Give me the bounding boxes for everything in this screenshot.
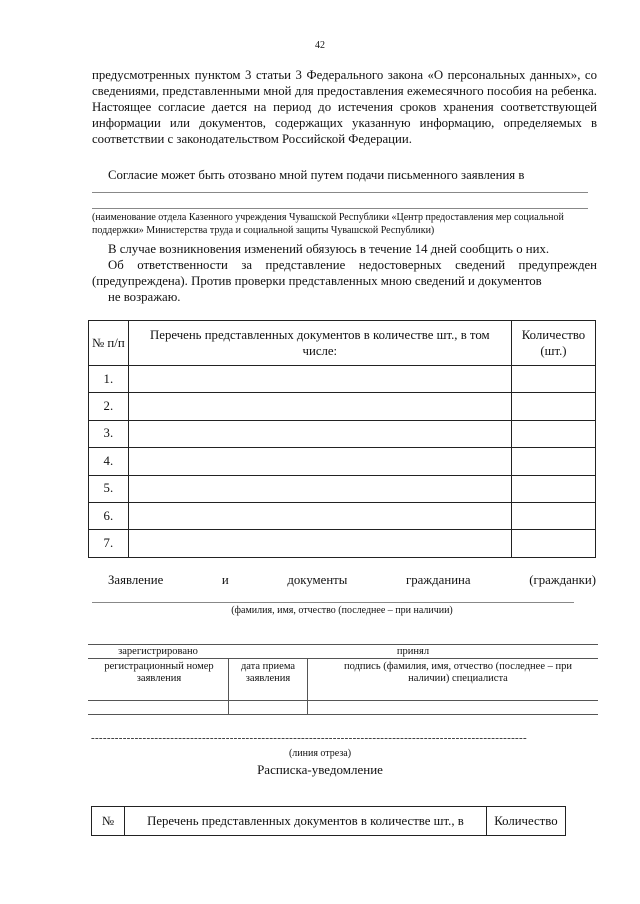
receipt-header-list: Перечень представленных документов в количестве шт., в <box>125 807 487 836</box>
row-num: 3. <box>89 420 129 447</box>
receipt-header-qty: Количество <box>486 807 565 836</box>
row-num: 5. <box>89 475 129 502</box>
registered-label: зарегистрировано <box>118 646 198 657</box>
accepted-label: принял <box>396 646 430 657</box>
name-caption: (фамилия, имя, отчество (последнее – при наличии) <box>231 605 453 616</box>
statement-word: (гражданки) <box>529 573 596 587</box>
cell[interactable] <box>511 475 595 502</box>
table-row <box>89 502 596 529</box>
consent-paragraph: предусмотренных пунктом 3 статьи 3 Федерального закона «О персональных данных», со сведениями, представленными мной для предоставления ежемесячного пособия на ребенка. Настоящее согласие дается на период до истечения сроков хранения соответствующей информации или документов, содержащих указанную информацию, определяемых в соответствии с законодательством Российской Федерации. <box>92 68 597 146</box>
rule <box>88 644 598 645</box>
header-qty: Количество (шт.) <box>511 321 595 366</box>
revocation-paragraph: Согласие может быть отозвано мной путем подачи письменного заявления в <box>108 168 525 182</box>
receipt-header-num: № <box>92 807 125 836</box>
row-num: 1. <box>89 366 129 393</box>
table-row <box>89 366 596 393</box>
row-num: 6. <box>89 502 129 529</box>
department-caption: (наименование отдела Казенного учреждения Чувашской Республики «Центр предоставления мер социальной поддержки» Министерства труда и социальной защиты Чувашской Республики) <box>92 212 564 236</box>
cell[interactable] <box>128 448 511 475</box>
documents-table <box>88 320 596 558</box>
page-number: 42 <box>315 40 325 51</box>
responsibility-paragraph: Об ответственности за представление недостоверных сведений предупрежден (предупреждена). Против проверки представленных мною сведений и документов <box>92 258 597 288</box>
header-list: Перечень представленных документов в количестве шт., в том числе: <box>128 321 511 366</box>
cell[interactable] <box>128 366 511 393</box>
table-row <box>89 448 596 475</box>
cell[interactable] <box>511 448 595 475</box>
no-objection-text: не возражаю. <box>108 290 181 304</box>
signature-label: подпись (фамилия, имя, отчество (последнее – при наличии) специалиста <box>344 661 572 684</box>
table-row <box>89 393 596 420</box>
row-num: 4. <box>89 448 129 475</box>
statement-word: и <box>221 573 229 587</box>
blank-line <box>92 208 588 209</box>
cut-line: -------------------------------------------------------------------------------------------------------------- <box>91 732 527 744</box>
cell[interactable] <box>128 393 511 420</box>
cell[interactable] <box>511 530 595 557</box>
divider <box>307 658 308 714</box>
row-num: 2. <box>89 393 129 420</box>
cell[interactable] <box>511 420 595 447</box>
statement-line <box>108 572 596 588</box>
rule <box>88 714 598 715</box>
receipt-table <box>91 806 566 836</box>
cell[interactable] <box>128 530 511 557</box>
statement-word: документы <box>287 573 348 587</box>
reg-number-label: регистрационный номер заявления <box>104 661 214 684</box>
cell[interactable] <box>128 502 511 529</box>
cell[interactable] <box>128 475 511 502</box>
table-row <box>89 475 596 502</box>
header-num: № п/п <box>89 321 129 366</box>
rule <box>88 700 598 701</box>
statement-word: Заявление <box>108 573 164 587</box>
receipt-title: Расписка-уведомление <box>257 762 383 777</box>
cell[interactable] <box>511 502 595 529</box>
changes-paragraph: В случае возникновения изменений обязуюсь в течение 14 дней сообщить о них. <box>108 242 550 256</box>
row-num: 7. <box>89 530 129 557</box>
cell[interactable] <box>511 393 595 420</box>
blank-line <box>92 192 588 193</box>
statement-word: гражданина <box>405 573 471 587</box>
cell[interactable] <box>128 420 511 447</box>
date-label: дата приема заявления <box>240 661 296 684</box>
table-row <box>89 420 596 447</box>
registration-block <box>88 644 598 714</box>
divider <box>228 658 229 714</box>
cut-caption: (линия отреза) <box>288 748 352 759</box>
name-blank-line <box>92 602 574 603</box>
cell[interactable] <box>511 366 595 393</box>
table-row <box>89 530 596 557</box>
rule <box>88 658 598 659</box>
